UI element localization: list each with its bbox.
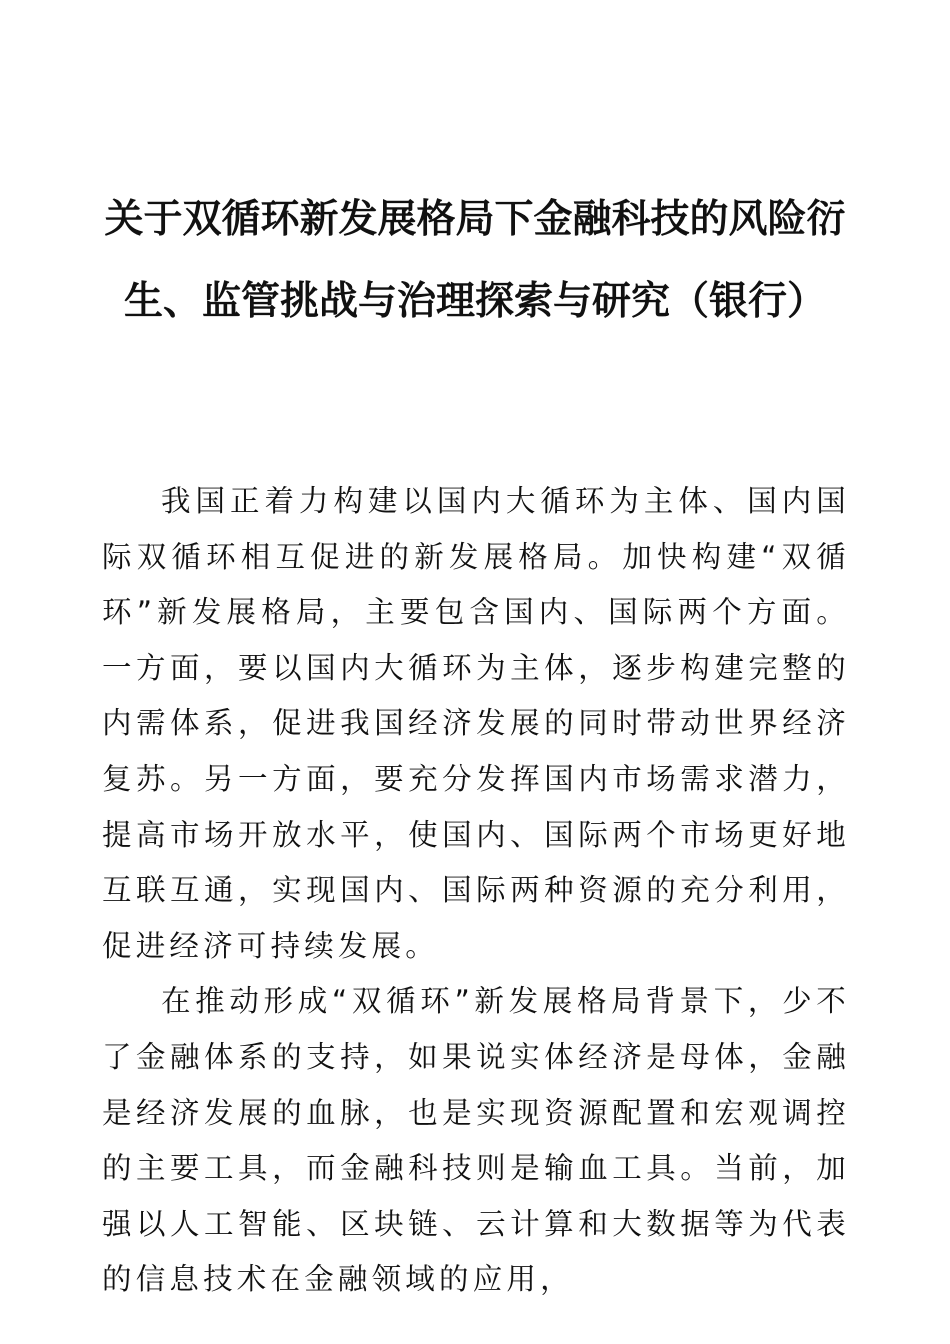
body-paragraph-2: 在推动形成“双循环”新发展格局背景下，少不了金融体系的支持，如果说实体经济是母体，金融是经济发展的血脉，也是实现资源配置和宏观调控的主要工具，而金融科技则是输血工具。当前，加强以人工智能、区块链、云计算和大数据等为代表的信息技术在金融领域的应用， xyxy=(102,984,850,1297)
document-body xyxy=(102,474,850,1308)
body-paragraph-1: 我国正着力构建以国内大循环为主体、国内国际双循环相互促进的新发展格局。加快构建“双循环”新发展格局，主要包含国内、国际两个方面。一方面，要以国内大循环为主体，逐步构建完整的内需体系，促进我国经济发展的同时带动世界经济复苏。另一方面，要充分发挥国内市场需求潜力，提高市场开放水平，使国内、国际两个市场更好地互联互通，实现国内、国际两种资源的充分利用，促进经济可持续发展。 xyxy=(102,484,850,963)
document-title: 关于双循环新发展格局下金融科技的风险衍生、监管挑战与治理探索与研究（银行） xyxy=(104,196,846,324)
